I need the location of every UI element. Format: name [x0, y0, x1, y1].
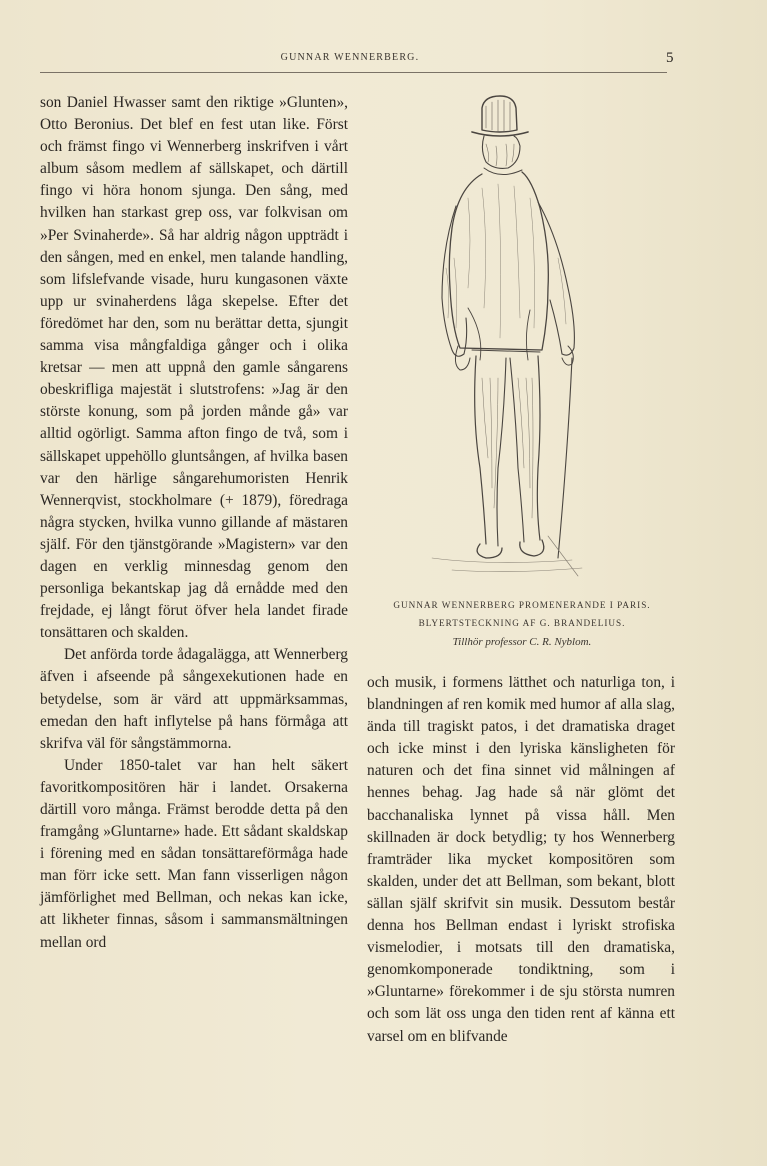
pencil-sketch-illustration: [372, 88, 672, 588]
caption-ownership: Tillhör professor C. R. Nyblom.: [452, 636, 592, 648]
page-number: 5: [666, 50, 674, 66]
running-head: GUNNAR WENNERBERG.: [280, 52, 420, 63]
right-paragraph-1: och musik, i formens lätthet och naturliga ton, i blandningen af ren komik med humor af alla slag, ända till tragiskt patos, i det dramatiska draget och icke minst i den lyriska känsligheten för naturen och det fina sinnet vid målningen af hennes behag. Jag hade så när glömt det bacchanaliska lynnet på vissa håll. Men skillnaden är dock betydlig; ty hos Wennerberg framträder lika mycket kompositören som skalden, under det att Bellman, som bekant, blott sällan själf skrifvit sin musik. Dessutom består denna hos Bellman endast i lyriskt strofiska vismelodier, i motsats till den dramatiska, genomkomponerade tondiktning, som i »Gluntarne» förekommer i de sju största numren och som lät oss unga den tiden rent af känna ett varsel om en blifvande: [367, 674, 675, 1045]
left-paragraph-3: Under 1850-talet var han helt säkert favoritkompositören här i landet. Orsakerna därtill voro många. Främst berodde detta på den framgång »Gluntarne» hade. Ett sådant skaldskap i förening med en sådan tonsättareförmåga hade man förr icke sett. Man fann visserligen någon jämförlighet med Bellman, och nekas kan icke, att likheter finnas, såsom i sammansmältningen mellan ord: [40, 756, 348, 951]
left-paragraph-2: Det anförda torde ådagalägga, att Wennerberg äfven i afseende på sångexekutionen hade en betydelse, som är värd att uppmärksammas, emedan den haft inflytelse på hans förmåga att skrifva väl för sångstämmorna.: [40, 646, 348, 752]
right-column: [367, 672, 675, 1048]
left-paragraph-1: son Daniel Hwasser samt den riktige »Glunten», Otto Beronius. Det blef en fest utan like. Först och främst fingo vi Wennerberg inskrifven i vårt album såsom medlem af sällskapet, och därtill fingo vi höra honom sjunga. Den sång, med hvilken han starkast grep oss, var folkvisan om »Per Svinaherde». Så har aldrig någon uppträdt i den sången, med en enkel, men talande handling, som lifslefvande visade, huru kungasonen växte upp ur svinaherdens låga skepelse. Efter det föredömet har den, som nu berättar detta, sjungit samma visa mångfaldiga gånger och i olika kretsar — men att uppnå den gamle sångarens obeskrifliga majestät i slutstrofens: »Jag är den störste konung, som på jorden månde gå» var alltid ogörligt. Samma afton fingo de två, som i sällskapet uppehöllo gluntsången, af hvilka basen var den härlige sångarehumoristen Henrik Wennerqvist, stockholmare (+ 1879), föredraga några stycken, hvilka vunno gillande af mästaren själf. För den tjänstgörande »Magistern» var den dagen en verklig minnesdag genom den personliga bekantskap jag då ernådde med den frejdade, ej långt förut öfver hela landet firade tonsättaren och skalden.: [40, 94, 348, 642]
caption-technique: BLYERTSTECKNING AF G. BRANDELIUS.: [418, 618, 626, 628]
figure-caption: [372, 596, 672, 652]
gentleman-sketch-icon: [372, 88, 672, 588]
caption-title: GUNNAR WENNERBERG PROMENERANDE I PARIS.: [393, 600, 651, 610]
left-column: [40, 92, 348, 954]
header-rule: [40, 72, 667, 73]
